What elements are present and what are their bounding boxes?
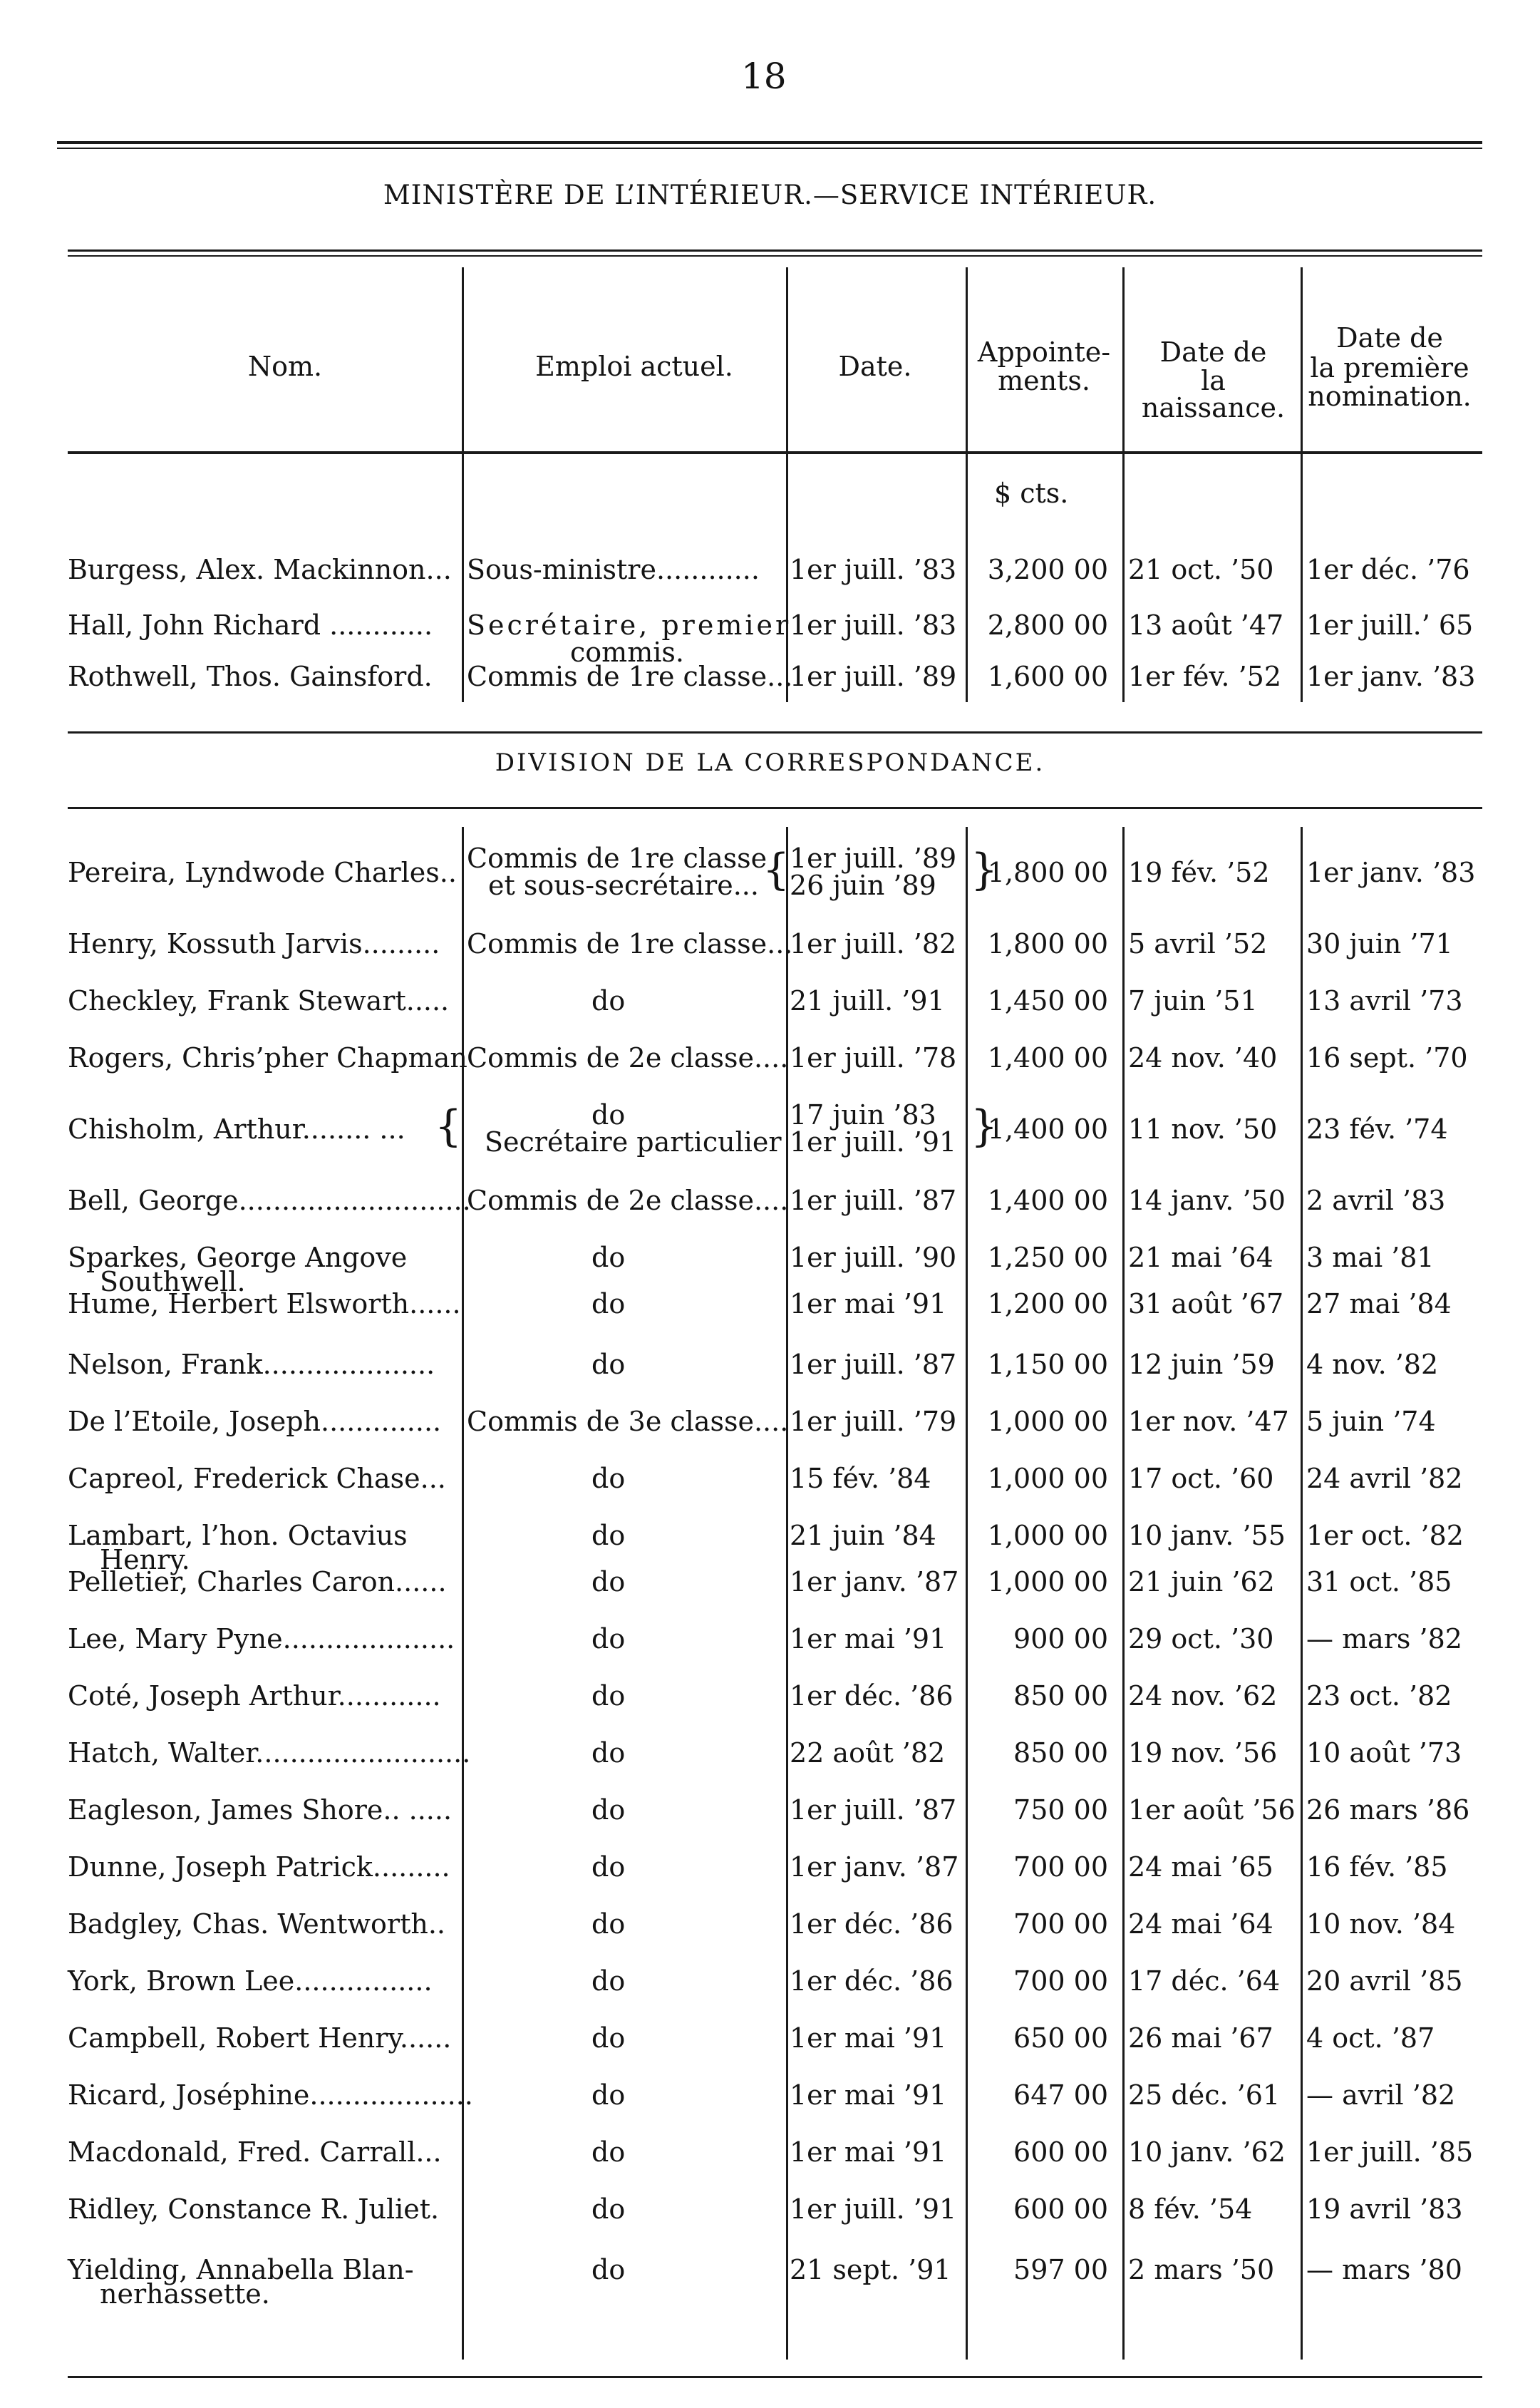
- cell-nom: Campbell, Robert Henry......: [68, 2022, 452, 2054]
- cell-date: 15 fév. ’84: [790, 1463, 931, 1494]
- cell-date: 1er mai ’91: [790, 2136, 947, 2168]
- cell-date: 1er juill. ’79: [790, 1406, 957, 1437]
- col-line-4b: [1122, 827, 1125, 2360]
- col-line-4: [1122, 267, 1125, 702]
- cell-naissance: 11 nov. ’50: [1128, 1113, 1278, 1145]
- cell-emploi: do: [591, 2079, 626, 2111]
- cell-premiere: 1er juill. ’85: [1306, 2136, 1474, 2168]
- cell-premiere: 1er juill.’ 65: [1306, 609, 1474, 641]
- cell-date: 1er mai ’91: [790, 2079, 947, 2111]
- cell-nom: Henry, Kossuth Jarvis.........: [68, 928, 440, 959]
- cell-appointements: 3,200 00: [987, 554, 1108, 585]
- cell-nom: Coté, Joseph Arthur............: [68, 1680, 441, 1712]
- cell-nom: Sparkes, George Angove: [68, 1242, 408, 1273]
- cell-naissance: 12 juin ’59: [1128, 1349, 1275, 1380]
- cell-nom: York, Brown Lee................: [68, 1965, 433, 1997]
- cell-nom: Dunne, Joseph Patrick.........: [68, 1851, 450, 1883]
- cell-appointements: 700 00: [1013, 1851, 1108, 1883]
- cell-nom: Bell, George...........................: [68, 1185, 471, 1216]
- cell-appointements: 1,400 00: [987, 1185, 1108, 1216]
- cell-nom-cont: Henry.: [100, 1544, 190, 1575]
- cell-nom: Rothwell, Thos. Gainsford.: [68, 661, 433, 692]
- cell-emploi: do: [591, 985, 626, 1017]
- cell-appointements: 1,400 00: [987, 1042, 1108, 1074]
- cell-premiere: 31 oct. ’85: [1306, 1566, 1452, 1597]
- col-line-3: [966, 267, 968, 702]
- cell-appointements: 1,000 00: [987, 1463, 1108, 1494]
- cell-appointements: 600 00: [1013, 2136, 1108, 2168]
- cell-date: 21 juin ’84: [790, 1520, 936, 1551]
- cell-premiere: — mars ’82: [1306, 1623, 1462, 1655]
- cell-premiere: 23 fév. ’74: [1306, 1113, 1448, 1145]
- cell-emploi: Commis de 2e classe....: [467, 1185, 789, 1216]
- cell-emploi: do: [591, 1463, 626, 1494]
- cell-emploi: do: [591, 1099, 626, 1131]
- cell-date: 21 juill. ’91: [790, 985, 945, 1017]
- cell-naissance: 24 mai ’64: [1128, 1908, 1273, 1940]
- cell-naissance: 21 oct. ’50: [1128, 554, 1274, 585]
- top-rule-thin: [57, 148, 1482, 149]
- brace-icon: }: [971, 845, 998, 895]
- cell-appointements: 650 00: [1013, 2022, 1108, 2054]
- cell-emploi: Commis de 1re classe...: [467, 661, 793, 692]
- cell-nom: Lambart, l’hon. Octavius: [68, 1520, 408, 1551]
- cell-emploi: do: [591, 2193, 626, 2225]
- col-line-1: [462, 267, 464, 702]
- cell-naissance: 2 mars ’50: [1128, 2254, 1275, 2285]
- cell-naissance: 25 déc. ’61: [1128, 2079, 1281, 2111]
- cell-emploi: do: [591, 1288, 626, 1319]
- cell-nom-cont: nerhassette.: [100, 2278, 270, 2310]
- header-naissance-1: Date de: [1159, 336, 1267, 368]
- cell-appointements: 850 00: [1013, 1737, 1108, 1769]
- col-line-5: [1301, 267, 1303, 702]
- cell-nom: Yielding, Annabella Blan-: [68, 2254, 414, 2285]
- cell-emploi: do: [591, 1349, 626, 1380]
- cell-nom-cont: Southwell.: [100, 1266, 246, 1297]
- cell-naissance: 1er nov. ’47: [1128, 1406, 1289, 1437]
- cell-emploi: Commis de 1re classe...: [467, 928, 793, 959]
- header-premiere-2: la première: [1310, 352, 1469, 384]
- cell-date: 1er juill. ’89: [790, 843, 957, 874]
- section-rule: [68, 731, 1482, 734]
- cell-nom: Nelson, Frank....................: [68, 1349, 435, 1380]
- cell-date: 1er déc. ’86: [790, 1680, 954, 1712]
- cell-naissance: 5 avril ’52: [1128, 928, 1268, 959]
- cell-naissance: 14 janv. ’50: [1128, 1185, 1286, 1216]
- cell-date: 22 août ’82: [790, 1737, 946, 1769]
- cell-emploi-cont: commis.: [570, 637, 684, 668]
- cell-naissance: 13 août ’47: [1128, 609, 1284, 641]
- cell-emploi: do: [591, 1566, 626, 1597]
- cell-premiere: 3 mai ’81: [1306, 1242, 1435, 1273]
- cell-naissance: 24 nov. ’40: [1128, 1042, 1278, 1074]
- cell-premiere: 26 mars ’86: [1306, 1794, 1470, 1826]
- cell-emploi: do: [591, 1908, 626, 1940]
- cell-naissance: 10 janv. ’55: [1128, 1520, 1286, 1551]
- cell-premiere: 10 nov. ’84: [1306, 1908, 1456, 1940]
- cell-emploi: do: [591, 2254, 626, 2285]
- cell-naissance: 10 janv. ’62: [1128, 2136, 1286, 2168]
- cell-appointements: 1,600 00: [987, 661, 1108, 692]
- header-naissance-2: la naissance.: [1141, 365, 1286, 423]
- cell-appointements: 1,150 00: [987, 1349, 1108, 1380]
- cell-appointements: 597 00: [1013, 2254, 1108, 2285]
- header-premiere-3: nomination.: [1308, 381, 1472, 412]
- cell-emploi: do: [591, 1737, 626, 1769]
- cell-appointements: 1,800 00: [987, 857, 1108, 888]
- cell-appointements: 900 00: [1013, 1623, 1108, 1655]
- cell-appointements: 700 00: [1013, 1965, 1108, 1997]
- header-top-rule: [68, 249, 1482, 252]
- header-date: Date.: [838, 351, 912, 382]
- cell-premiere: 16 fév. ’85: [1306, 1851, 1448, 1883]
- cell-date: 1er juill. ’82: [790, 928, 957, 959]
- cell-date: 21 sept. ’91: [790, 2254, 951, 2285]
- cell-emploi: do: [591, 1965, 626, 1997]
- cell-appointements: 700 00: [1013, 1908, 1108, 1940]
- cell-nom: Hall, John Richard ............: [68, 609, 433, 641]
- cell-emploi: do: [591, 1851, 626, 1883]
- cell-appointements: 850 00: [1013, 1680, 1108, 1712]
- cell-date-2: 1er juill. ’91: [790, 1126, 957, 1158]
- cell-naissance: 8 fév. ’54: [1128, 2193, 1253, 2225]
- cell-premiere: 13 avril ’73: [1306, 985, 1463, 1017]
- cell-naissance: 24 nov. ’62: [1128, 1680, 1278, 1712]
- cell-naissance: 19 nov. ’56: [1128, 1737, 1278, 1769]
- header-nom: Nom.: [247, 351, 323, 382]
- cell-date: 1er juill. ’90: [790, 1242, 957, 1273]
- cell-nom: Ricard, Joséphine...................: [68, 2079, 473, 2111]
- cell-date: 1er juill. ’87: [790, 1349, 957, 1380]
- cell-emploi: do: [591, 1623, 626, 1655]
- cell-date: 1er déc. ’86: [790, 1908, 954, 1940]
- cell-emploi: do: [591, 1520, 626, 1551]
- cell-nom: Badgley, Chas. Wentworth..: [68, 1908, 445, 1940]
- cell-naissance: 21 juin ’62: [1128, 1566, 1275, 1597]
- cell-emploi: do: [591, 2022, 626, 2054]
- brace-icon: }: [971, 1101, 998, 1151]
- brace-icon: {: [435, 1101, 462, 1151]
- cell-emploi: Commis de 1re classe: [467, 843, 768, 874]
- bottom-rule: [68, 2376, 1482, 2378]
- cell-premiere: 2 avril ’83: [1306, 1185, 1446, 1216]
- division-rule: [68, 807, 1482, 809]
- cell-emploi-cont: Secrétaire particulier: [485, 1126, 782, 1158]
- brace-icon: {: [763, 845, 790, 895]
- col-line-5b: [1301, 827, 1303, 2360]
- cell-date-2: 26 juin ’89: [790, 870, 936, 901]
- cell-date: 1er mai ’91: [790, 2022, 947, 2054]
- cell-appointements: 1,000 00: [987, 1406, 1108, 1437]
- cell-nom: Capreol, Frederick Chase...: [68, 1463, 446, 1494]
- division-heading: DIVISION DE LA CORRESPONDANCE.: [495, 748, 1045, 777]
- cell-naissance: 17 déc. ’64: [1128, 1965, 1281, 1997]
- cell-date: 1er janv. ’87: [790, 1566, 959, 1597]
- cell-emploi: Secrétaire, premier: [467, 609, 792, 641]
- cell-appointements: 1,450 00: [987, 985, 1108, 1017]
- cell-date: 1er juill. ’78: [790, 1042, 957, 1074]
- cell-date: 1er mai ’91: [790, 1288, 947, 1319]
- cell-premiere: 23 oct. ’82: [1306, 1680, 1452, 1712]
- cell-premiere: 24 avril ’82: [1306, 1463, 1463, 1494]
- cell-emploi: do: [591, 1680, 626, 1712]
- cell-appointements: 750 00: [1013, 1794, 1108, 1826]
- cell-naissance: 24 mai ’65: [1128, 1851, 1273, 1883]
- cell-premiere: 1er déc. ’76: [1306, 554, 1470, 585]
- cell-nom: Hatch, Walter.........................: [68, 1737, 471, 1769]
- page-number: 18: [741, 56, 787, 97]
- cell-date: 1er janv. ’87: [790, 1851, 959, 1883]
- cell-premiere: 19 avril ’83: [1306, 2193, 1463, 2225]
- cell-premiere: 4 nov. ’82: [1306, 1349, 1439, 1380]
- cell-nom: Chisholm, Arthur........ ...: [68, 1113, 405, 1145]
- cell-date: 1er juill. ’83: [790, 554, 957, 585]
- cell-appointements: 1,400 00: [987, 1113, 1108, 1145]
- cell-nom: Macdonald, Fred. Carrall...: [68, 2136, 442, 2168]
- header-appointements-1: Appointe-: [977, 336, 1111, 368]
- cell-premiere: 1er oct. ’82: [1306, 1520, 1464, 1551]
- cell-date: 1er mai ’91: [790, 1623, 947, 1655]
- currency-unit-label: $ cts.: [994, 478, 1069, 509]
- cell-appointements: 600 00: [1013, 2193, 1108, 2225]
- cell-premiere: 1er janv. ’83: [1306, 661, 1476, 692]
- cell-emploi: Commis de 3e classe....: [467, 1406, 789, 1437]
- cell-appointements: 1,200 00: [987, 1288, 1108, 1319]
- cell-date: 1er juill. ’87: [790, 1185, 957, 1216]
- cell-date: 1er déc. ’86: [790, 1965, 954, 1997]
- cell-naissance: 1er août ’56: [1128, 1794, 1296, 1826]
- cell-appointements: 1,800 00: [987, 928, 1108, 959]
- cell-emploi: do: [591, 2136, 626, 2168]
- cell-premiere: 10 août ’73: [1306, 1737, 1462, 1769]
- cell-appointements: 1,250 00: [987, 1242, 1108, 1273]
- cell-premiere: 30 juin ’71: [1306, 928, 1453, 959]
- cell-nom: Ridley, Constance R. Juliet.: [68, 2193, 440, 2225]
- cell-emploi: do: [591, 1242, 626, 1273]
- cell-premiere: 20 avril ’85: [1306, 1965, 1463, 1997]
- page-title: MINISTÈRE DE L’INTÉRIEUR.—SERVICE INTÉRIEUR.: [383, 180, 1157, 210]
- cell-date: 1er juill. ’91: [790, 2193, 957, 2225]
- cell-emploi: Sous-ministre............: [467, 554, 760, 585]
- cell-appointements: 647 00: [1013, 2079, 1108, 2111]
- cell-date: 1er juill. ’89: [790, 661, 957, 692]
- cell-appointements: 2,800 00: [987, 609, 1108, 641]
- cell-naissance: 19 fév. ’52: [1128, 857, 1270, 888]
- header-top-rule-thin: [68, 255, 1482, 257]
- cell-emploi: Commis de 2e classe....: [467, 1042, 789, 1074]
- cell-emploi-cont: et sous-secrétaire...: [488, 870, 759, 901]
- cell-premiere: 4 oct. ’87: [1306, 2022, 1435, 2054]
- cell-premiere: 27 mai ’84: [1306, 1288, 1452, 1319]
- cell-date: 1er juill. ’83: [790, 609, 957, 641]
- cell-nom: Rogers, Chris’pher Chapman: [68, 1042, 467, 1074]
- cell-appointements: 1,000 00: [987, 1566, 1108, 1597]
- header-bottom-rule: [68, 451, 1482, 454]
- cell-naissance: 31 août ’67: [1128, 1288, 1284, 1319]
- cell-nom: De l’Etoile, Joseph..............: [68, 1406, 442, 1437]
- cell-premiere: 5 juin ’74: [1306, 1406, 1436, 1437]
- top-rule: [57, 141, 1482, 144]
- cell-nom: Hume, Herbert Elsworth......: [68, 1288, 461, 1319]
- cell-premiere: 16 sept. ’70: [1306, 1042, 1468, 1074]
- cell-date: 1er juill. ’87: [790, 1794, 957, 1826]
- header-appointements-2: ments.: [998, 365, 1090, 396]
- cell-naissance: 29 oct. ’30: [1128, 1623, 1274, 1655]
- cell-naissance: 1er fév. ’52: [1128, 661, 1282, 692]
- cell-nom: Pelletier, Charles Caron......: [68, 1566, 447, 1597]
- cell-emploi: do: [591, 1794, 626, 1826]
- cell-naissance: 21 mai ’64: [1128, 1242, 1273, 1273]
- cell-naissance: 7 juin ’51: [1128, 985, 1258, 1017]
- cell-date: 17 juin ’83: [790, 1099, 936, 1131]
- cell-nom: Checkley, Frank Stewart.....: [68, 985, 450, 1017]
- col-line-3b: [966, 827, 968, 2360]
- cell-naissance: 26 mai ’67: [1128, 2022, 1273, 2054]
- cell-nom: Eagleson, James Shore.. .....: [68, 1794, 453, 1826]
- cell-nom: Burgess, Alex. Mackinnon...: [68, 554, 452, 585]
- cell-premiere: — mars ’80: [1306, 2254, 1462, 2285]
- cell-premiere: 1er janv. ’83: [1306, 857, 1476, 888]
- cell-nom: Pereira, Lyndwode Charles..: [68, 857, 457, 888]
- cell-nom: Lee, Mary Pyne....................: [68, 1623, 455, 1655]
- header-premiere-1: Date de: [1336, 322, 1443, 354]
- cell-naissance: 17 oct. ’60: [1128, 1463, 1274, 1494]
- cell-premiere: — avril ’82: [1306, 2079, 1456, 2111]
- cell-appointements: 1,000 00: [987, 1520, 1108, 1551]
- header-emploi: Emploi actuel.: [535, 351, 733, 382]
